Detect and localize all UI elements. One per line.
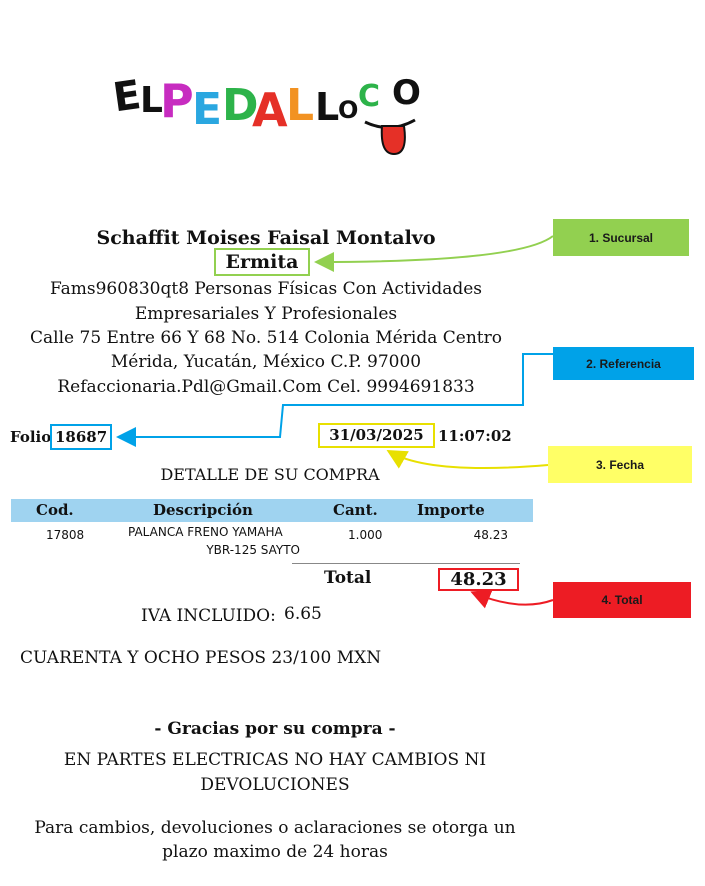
row-desc-line-1: PALANCA FRENO YAMAHA [128,525,283,539]
purchase-time: 11:07:02 [438,427,512,445]
callout-reference: 2. Referencia [553,347,694,380]
iva-value: 6.65 [284,604,322,624]
arrow-total [474,593,553,605]
business-name: Schaffit Moises Faisal Montalvo [96,227,436,249]
branch-name: Ermita [214,248,310,276]
logo-letter-e1: E [110,72,144,122]
address-line-2: Mérida, Yucatán, México C.P. 97000 [110,352,422,372]
logo-letter-o1: O [338,96,359,124]
iva-label: IVA INCLUIDO: [141,606,276,626]
returns-line-2: plazo maximo de 24 horas [162,842,388,862]
total-value: 48.23 [438,568,519,591]
logo-letter-e2: E [192,84,223,135]
thanks-message: - Gracias por su compra - [154,719,396,739]
header-code: Cod. [36,501,74,519]
row-amount: 48.23 [473,528,508,542]
logo-letter-l1: L [140,80,163,121]
logo-letter-d: D [222,80,259,131]
logo-letter-p: P [160,74,194,128]
row-desc-line-2: YBR-125 SAYTO [206,543,300,557]
callout-branch: 1. Sucursal [553,219,689,256]
contact-line: Refaccionaria.Pdl@Gmail.Com Cel. 9994691833 [57,377,475,397]
header-description: Descripción [153,501,253,519]
logo-letter-c: C [358,79,381,114]
header-amount: Importe [417,501,485,519]
header-qty: Cant. [333,501,378,519]
address-line-1: Calle 75 Entre 66 Y 68 No. 514 Colonia Mérida Centro [30,328,502,348]
purchase-date: 31/03/2025 [318,423,435,448]
folio-value: 18687 [50,424,112,450]
logo-letter-o2: O [392,73,421,113]
regime-line-2: Empresariales Y Profesionales [134,304,398,324]
callout-date: 3. Fecha [548,446,692,483]
amount-in-words: CUARENTA Y OCHO PESOS 23/100 MXN [20,648,382,668]
logo-letter-a: A [252,83,288,137]
returns-line-1: Para cambios, devoluciones o aclaraciones se otorga un [34,818,516,838]
regime-line-1: Fams960830qt8 Personas Físicas Con Actividades [49,279,483,299]
callout-total: 4. Total [553,582,691,618]
row-code: 17808 [46,528,85,542]
folio-label: Folio [10,428,52,446]
logo-letter-l3: L [315,85,340,129]
logo-letter-l2: L [286,80,315,131]
arrow-date [390,452,548,468]
arrow-reference [120,354,553,437]
total-label: Total [324,568,372,588]
detail-title: DETALLE DE SU COMPRA [160,465,380,484]
policy-line-2: DEVOLUCIONES [200,775,350,795]
policy-line-1: EN PARTES ELECTRICAS NO HAY CAMBIOS NI [63,750,487,770]
arrow-branch [318,236,553,262]
row-qty: 1.000 [348,528,383,542]
